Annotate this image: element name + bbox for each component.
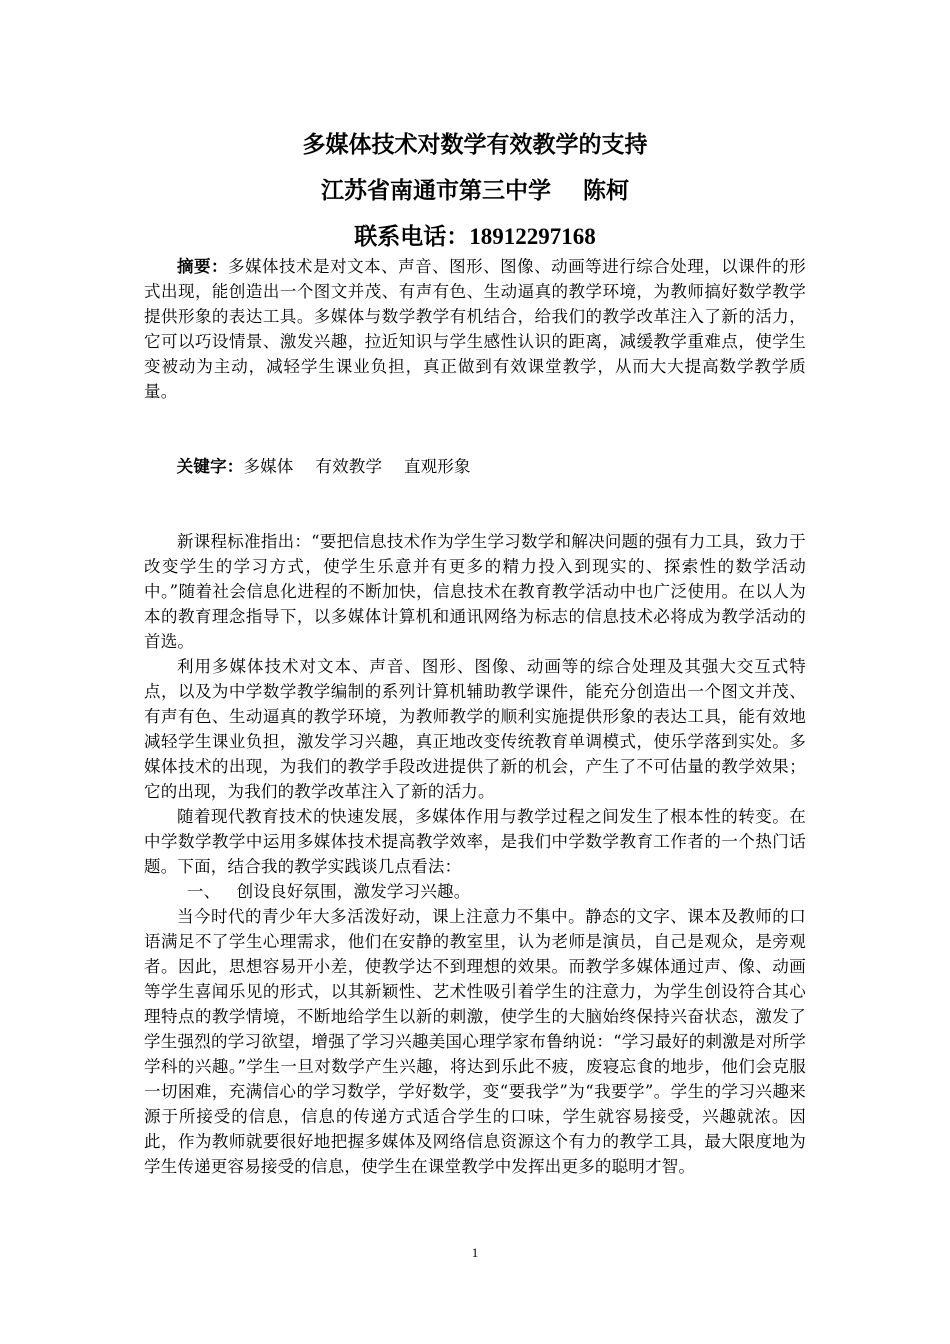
contact-line (144, 222, 806, 252)
body-paragraph-1: 新课程标准指出：“要把信息技术作为学生学习数学和解决问题的强有力工具，致力于改变学生的学习方式，使学生乐意并有更多的精力投入到现实的、探索性的数学活动中。”随着社会信息化进程的不断加快，信息技术在教育教学活动中也广泛使用。在以人为本的教育理念指导下，以多媒体计算机和通讯网络为标志的信息技术必将成为教学活动的首选。 (144, 532, 806, 651)
section-heading-1: 一、 创设良好氛围，激发学习兴趣。 (186, 882, 471, 901)
document-content (144, 130, 806, 1179)
abstract-paragraph (144, 254, 806, 404)
contact-label: 联系电话： (354, 223, 470, 250)
body-paragraph-2: 利用多媒体技术对文本、声音、图形、图像、动画等的综合处理及其强大交互式特点，以及为中学数学教学编制的系列计算机辅助教学课件，能充分创造出一个图文并茂、有声有色、生动逼真的教学环境，为教师教学的顺利实施提供形象的表达工具，能有效地减轻学生课业负担，激发学习兴趣，真正地改变传统教育单调模式，使乐学落到实处。多媒体技术的出现，为我们的教学手段改进提供了新的机会，产生了不可估量的教学效果；它的出现，为我们的教学改革注入了新的活力。 (144, 657, 806, 801)
body-paragraph-4: 当今时代的青少年大多活泼好动，课上注意力不集中。静态的文字、课本及教师的口语满足不了学生心理需求，他们在安静的教室里，认为老师是演员，自己是观众，是旁观者。因此，思想容易开小差，使教学达不到理想的效果。而教学多媒体通过声、像、动画等学生喜闻乐见的形式，以其新颖性、艺术性吸引着学生的注意力，为学生创设符合其心理特点的教学情境，不断地给学生以新的刺激，使学生的大脑始终保持兴奋状态，激发了学生强烈的学习欲望，增强了学习兴趣美国心理学家布鲁纳说：“学习最好的刺激是对所学学科的兴趣。”学生一旦对数学产生兴趣，将达到乐此不疲，废寝忘食的地步，他们会克服一切困难，充满信心的学习数学，学好数学，变“要我学”为“我要学”。学生的学习兴趣来源于所接受的信息，信息的传递方式适合学生的口味，学生就容易接受，兴趣就浓。因此，作为教师就要很好地把握多媒体及网络信息资源这个有力的教学工具，最大限度地为学生传递更容易接受的信息，使学生在课堂教学中发挥出更多的聪明才智。 (144, 907, 806, 1176)
contact-number: 18912297168 (469, 224, 596, 249)
keywords-text: 多媒体 有效教学 直观形象 (243, 457, 471, 476)
document-title: 多媒体技术对数学有效教学的支持 (302, 131, 648, 158)
spacer (144, 404, 806, 429)
body-paragraph-3: 随着现代教育技术的快速发展，多媒体作用与教学过程之间发生了根本性的转变。在中学数学教学中运用多媒体技术提高教学效率，是我们中学数学教育工作者的一个热门话题。下面，结合我的教学实践谈几点看法： (144, 807, 806, 876)
author-line: 江苏省南通市第三中学 陈柯 (320, 177, 630, 204)
keywords-label: 关键字： (176, 457, 244, 476)
spacer (144, 504, 806, 529)
abstract-text: 多媒体技术是对文本、声音、图形、图像、动画等进行综合处理，以课件的形式出现，能创造出一个图文并茂、有声有色、生动逼真的教学环境，为教师搞好数学教学提供形象的表达工具。多媒体与数学教学有机结合，给我们的教学改革注入了新的活力，它可以巧设情景、激发兴趣，拉近知识与学生感性认识的距离，减缓教学重难点，使学生变被动为主动，减轻学生课业负担，真正做到有效课堂教学，从而大大提高数学教学质量。 (144, 257, 806, 401)
abstract-label: 摘要： (177, 257, 229, 276)
page-number: 1 (471, 1245, 479, 1260)
keywords-paragraph (144, 429, 806, 504)
